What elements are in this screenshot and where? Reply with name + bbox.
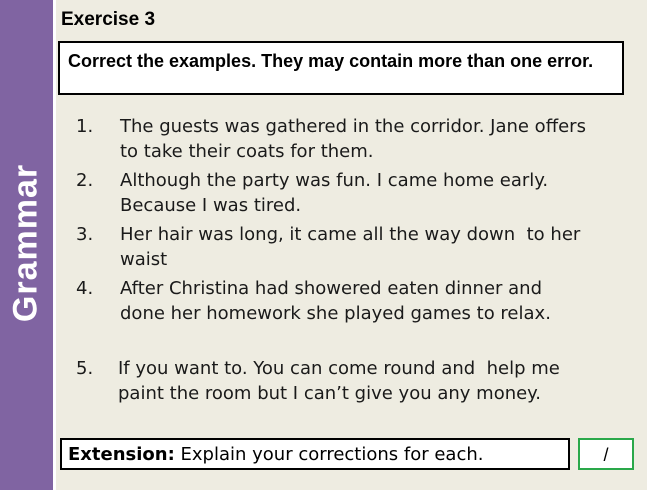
list-item-3: [72, 222, 617, 272]
list-item-4: [72, 276, 617, 326]
item-text: The guests was gathered in the corridor. Jane offers to take their coats for them.: [120, 116, 586, 162]
item-text: After Christina had showered eaten dinner and done her homework she played games to relax.: [120, 278, 551, 324]
grammar-sidebar: [0, 0, 53, 490]
item-number: 2.: [76, 170, 94, 191]
item-number: 3.: [76, 224, 94, 245]
item-text: Her hair was long, it came all the way down to her waist: [120, 224, 587, 270]
item-number: 1.: [76, 116, 94, 137]
list-item-5: [72, 356, 617, 406]
item-number: 4.: [76, 278, 94, 299]
item-number: 5.: [76, 358, 94, 379]
item-text: If you want to. You can come round and help me paint the room but I can’t give you any money.: [118, 358, 566, 404]
score-box: /: [578, 438, 634, 470]
sidebar-label: Grammar: [6, 163, 45, 323]
sidebar-divider: [53, 0, 56, 490]
extension-label: Extension:: [68, 444, 175, 465]
extension-box: [60, 438, 570, 470]
list-item-1: [72, 114, 617, 164]
exercise-title: Exercise 3: [61, 9, 156, 30]
instruction-box: [58, 41, 624, 95]
item-text: Although the party was fun. I came home early. Because I was tired.: [120, 170, 549, 216]
extension-text: Explain your corrections for each.: [180, 444, 484, 465]
list-item-2: [72, 168, 617, 218]
instruction-text: Correct the examples. They may contain more than one error.: [68, 51, 594, 71]
